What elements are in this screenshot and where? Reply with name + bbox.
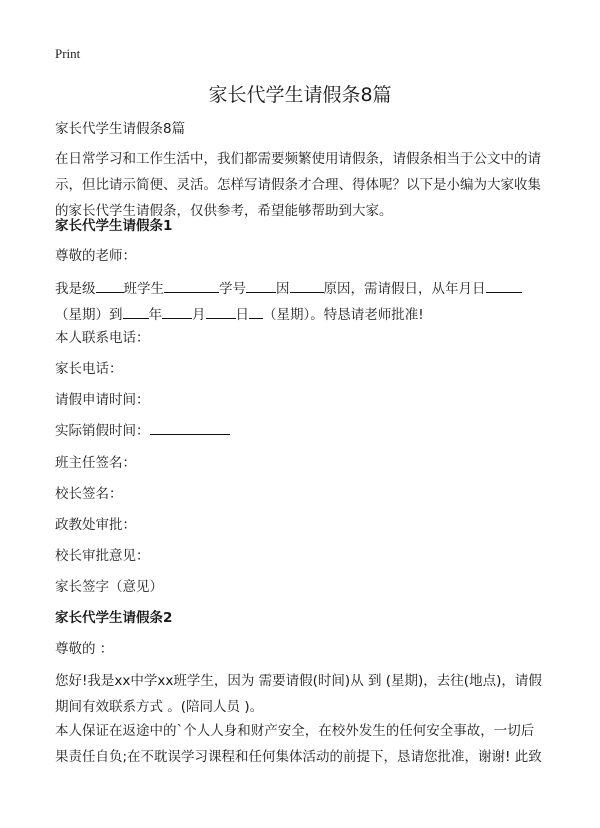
body-text: 月	[192, 307, 206, 323]
intro-paragraph: 在日常学习和工作生活中，我们都需要频繁使用请假条，请假条相当于公文中的请示，但比请示简便、灵活。怎样写请假条才合理、得体呢？以下是小编为大家收集的家长代学生请假条，仅供参考，希望能够帮助到大家。	[55, 151, 541, 219]
body-text: 年	[148, 307, 162, 323]
body-text: 因	[276, 281, 290, 297]
body-text: 日	[235, 307, 249, 323]
field-parent-phone: 家长电话：	[55, 361, 123, 377]
field-office-approval: 政教处审批：	[55, 517, 136, 533]
fill-blank	[206, 303, 236, 319]
section2-paragraph-2: 本人保证在返途中的`个人人身和财产安全，在校外发生的任何安全事故，一切后果责任自负;在不耽误学习课程和任何集体活动的前提下，恳请您批准，谢谢! 此致	[55, 723, 542, 765]
fill-blank	[123, 303, 149, 319]
field-request-time: 请假申请时间：	[55, 392, 150, 408]
section1-greeting: 尊敬的老师：	[55, 248, 136, 264]
section2-paragraph-1: 您好!我是xx中学xx班学生，因为 需要请假(时间)从 到 (星期)，去往(地点)，请假期间有效联系方式 。(陪同人员 )。	[55, 673, 542, 715]
body-text: 班学生	[123, 281, 164, 297]
fill-blank	[162, 303, 192, 319]
body-text: （星期）到	[55, 307, 123, 323]
fill-blank	[96, 277, 124, 293]
field-label: 实际销假时间：	[55, 423, 150, 439]
field-actual-return-time	[55, 418, 547, 444]
body-text: 我是级	[55, 281, 96, 297]
section1-body	[55, 276, 547, 328]
field-principal-signature: 校长签名：	[55, 486, 123, 502]
field-teacher-signature: 班主任签名：	[55, 455, 136, 471]
field-parent-signature: 家长签字（意见）	[55, 579, 163, 595]
section2-greeting: 尊敬的 ：	[55, 641, 114, 657]
field-contact-phone: 本人联系电话：	[55, 330, 150, 346]
body-text: （星期）。特恳请老师批准!	[263, 307, 424, 323]
page-title: 家长代学生请假条8篇	[208, 84, 392, 106]
print-link[interactable]: Print	[55, 46, 81, 61]
fill-blank	[290, 277, 324, 293]
fill-blank	[246, 277, 276, 293]
fill-blank	[164, 277, 219, 293]
fill-blank	[249, 303, 263, 319]
fill-blank	[150, 419, 230, 435]
body-text: 学号	[219, 281, 246, 297]
fill-blank	[486, 277, 522, 293]
body-text: 原因，需请假日，从年月日	[323, 281, 486, 297]
section1-heading: 家长代学生请假条1	[55, 218, 173, 234]
document-subtitle: 家长代学生请假条8篇	[55, 121, 186, 137]
field-principal-opinion: 校长审批意见：	[55, 548, 150, 564]
section2-heading: 家长代学生请假条2	[55, 610, 173, 626]
